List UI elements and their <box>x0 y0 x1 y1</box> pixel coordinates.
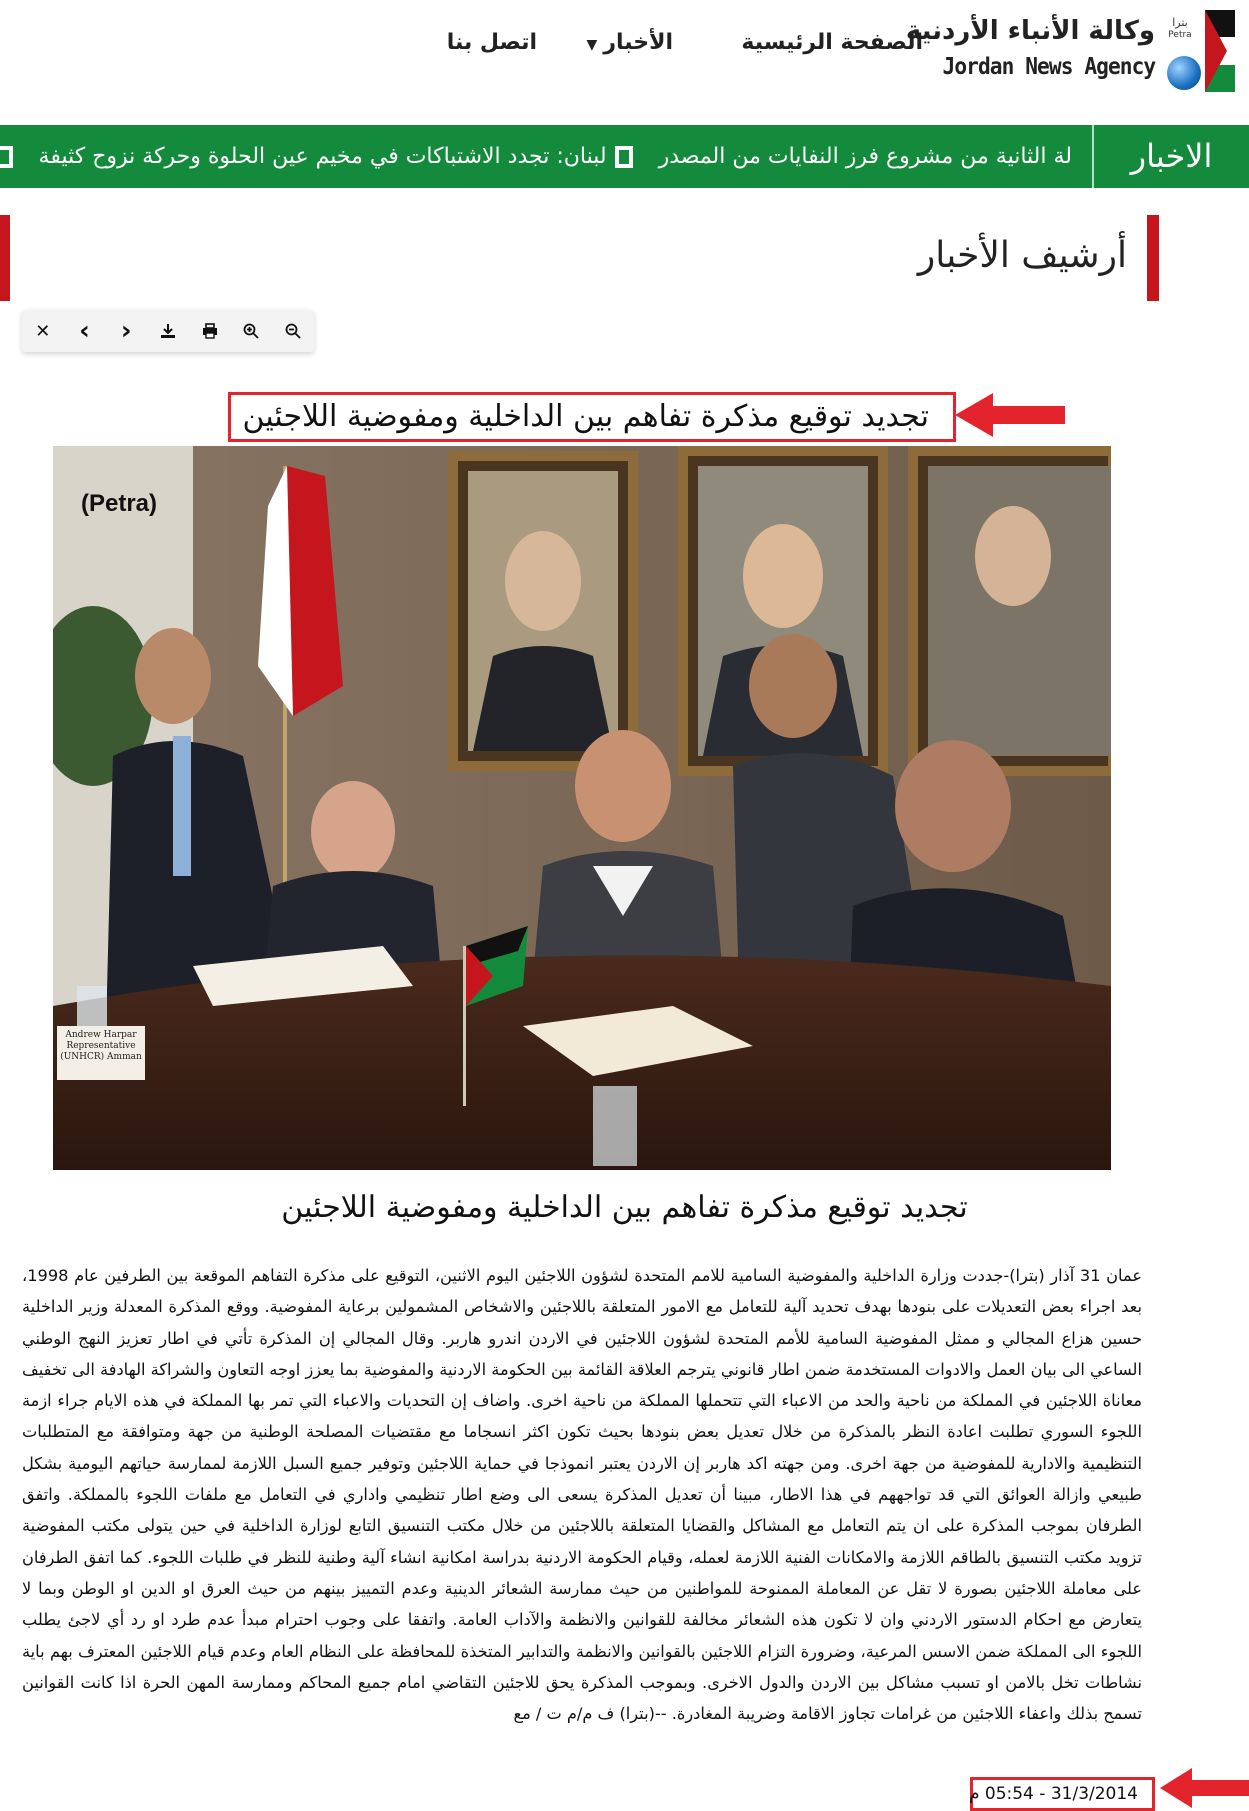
print-button[interactable] <box>189 310 231 352</box>
left-accent-bar <box>0 215 10 301</box>
ticker-item[interactable]: لة الثانية من مشروع فرز النفايات من المصدر <box>658 144 1072 169</box>
jordan-flag-icon <box>1205 10 1235 92</box>
viewer-toolbar <box>22 310 314 352</box>
petra-marker-icon <box>0 146 13 168</box>
globe-icon <box>1167 56 1201 90</box>
nav-news-menu[interactable] <box>587 30 673 70</box>
photo-illustration <box>53 446 1111 1170</box>
ticker-track <box>0 125 1092 188</box>
photo-nameplate: Andrew Harpar Representative (UNHCR) Amman <box>57 1026 145 1080</box>
close-icon: ✕ <box>35 320 51 342</box>
article-date: 31/3/2014 - 05:54 م <box>968 1784 1138 1804</box>
page-title: أرشيف الأخبار <box>917 235 1127 276</box>
logo-english-name: Jordan News Agency <box>942 54 1155 80</box>
logo-short-name: بترا Petra <box>1168 16 1192 40</box>
download-button[interactable] <box>147 310 189 352</box>
next-button[interactable] <box>105 310 147 352</box>
zoom-out-button[interactable] <box>272 310 314 352</box>
article-body <box>22 1260 1142 1729</box>
close-button[interactable] <box>22 310 64 352</box>
article-body-text: عمان 31 آذار (بترا)-جددت وزارة الداخلية والمفوضية السامية للامم المتحدة لشؤون اللاجئين اليوم الاثنين، التوقيع على مذكرة التفاهم الموقعة بين الطرفين عام 1998، بعد اجراء بعض التعديلات على بنودها بهدف تحديد آلية للتعامل مع الامور المتعلقة باللاجئين والاشخاص المشمولين برعاية المفوضية. ووقع المذكرة المعدلة وزير الداخلية حسين هزاع المجالي و ممثل المفوضية السامية للأمم المتحدة لشؤون اللاجئين في الاردن اندرو هاربر. وقال المجالي إن المذكرة تأتي في اطار تعزيز النهج الوطني الساعي الى بيان العمل والادوات المستخدمة ضمن اطار قانوني يترجم العلاقة القائمة بين الحكومة الاردنية والمفوضية بما يعزز اوجه التعاون والشراكة الهادفة الى تخفيف معاناة اللاجئين في المملكة من ناحية والحد من الاعباء التي تتحملها المملكة من ناحية اخرى. واضاف إن التحديات والاعباء التي تمر بها المملكة في هذه الايام جراء ازمة اللجوء السوري تطلبت اعادة النظر بالمذكرة من خلال تعديل بعض بنودها بحيث تكون اكثر انسجاما مع مقتضيات المصلحة الوطنية من جهة ومتوافقة مع المتطلبات التنظيمية والادارية للمفوضية من جهة اخرى. ومن جهته اكد هاربر إن الاردن يعتبر انموذجا في حماية اللاجئين وتوفير جميع السبل اللازمة لممارسة حياتهم اليومية بشكل طبيعي وازالة العوائق التي قد تواجههم في هذا الاطار، مبينا أن تعديل المذكرة يسعى الى وضع اطار تنظيمي واداري في التعامل مع ملفات اللجوء بالمملكة. واتفق الطرفان بموجب المذكرة على ان يتم التعامل مع المشاكل والقضايا المتعلقة باللاجئين من خلال مكتب التنسيق التابع لوزارة الداخلية في حين يتولى مكتب المفوضية تزويد مكتب التنسيق بالطاقم اللازمة والامكانات الفنية اللازمة لعمله، وقيام الحكومة الاردنية بدراسة امكانية انشاء آلية وطنية للنظر في طلبات اللجوء. كما اتفق الطرفان على معاملة اللاجئين بصورة لا تقل عن المعاملة الممنوحة للمواطنين من حيث ممارسة الشعائر الدينية وعدم التمييز بينهم من حيث العرق او الدين او الوطن وبما لا يتعارض مع احكام الدستور الاردني وان لا تكون هذه الشعائر مخالفة للقوانين والانظمة والآداب العامة. واتفقا على وجوب احترام مبدأ عدم طرد او رد أي لاجئ يطلب اللجوء الى المملكة ضمن الاسس المرعية، وضرورة التزام اللاجئين بالقوانين والانظمة والتدابير المتخذة للمحافظة على النظام العام وعدم قيام اللاجئين المعترف بهم باية نشاطات تخل بالامن او تسبب مشاكل بين الاردن والدول الاخرى. وبموجب المذكرة يحق للاجئين التقاضي امام جميع المحاكم وممارسة المهن الحرة اذا كانت القوانين تسمح بذلك واعفاء اللاجئين من غرامات تجاوز الاقامة وضريبة المغادرة. --(بترا) ف م/م ت / مع <box>22 1266 1142 1724</box>
date-highlight-box <box>970 1777 1155 1811</box>
previous-button[interactable] <box>64 310 106 352</box>
petra-marker-icon <box>615 146 633 168</box>
print-icon <box>202 323 218 339</box>
ticker-item[interactable]: لبنان: تجدد الاشتباكات في مخيم عين الحلوة وحركة نزوح كثيفة <box>38 144 607 169</box>
caret-down-icon: ▼ <box>586 37 598 53</box>
site-logo[interactable] <box>905 6 1235 92</box>
download-icon <box>160 323 176 339</box>
red-arrow-icon <box>955 393 1065 437</box>
article-subtitle: تجديد توقيع مذكرة تفاهم بين الداخلية ومفوضية اللاجئين <box>281 1190 968 1225</box>
news-ticker <box>0 125 1249 188</box>
zoom-in-icon <box>243 323 259 339</box>
chevron-right-icon: › <box>120 316 132 346</box>
site-header <box>0 0 1249 120</box>
red-arrow-icon <box>1160 1768 1249 1808</box>
zoom-in-button[interactable] <box>230 310 272 352</box>
photo-watermark: (Petra) <box>81 490 158 517</box>
archive-accent-bar <box>1147 215 1159 301</box>
nav-news-label: الأخبار <box>603 30 673 55</box>
article-photo[interactable] <box>53 446 1111 1170</box>
chevron-left-icon: ‹ <box>79 316 90 346</box>
ticker-label: الاخبار <box>1092 125 1249 188</box>
nav-contact-link[interactable]: اتصل بنا <box>446 30 537 55</box>
headline-highlight-box <box>228 392 956 442</box>
logo-arabic-name: وكالة الأنباء الأردنية <box>905 16 1155 46</box>
zoom-out-icon <box>285 323 301 339</box>
article-headline: تجديد توقيع مذكرة تفاهم بين الداخلية ومفوضية اللاجئين <box>242 399 929 434</box>
nav-home-link[interactable]: الصفحة الرئيسية <box>741 30 923 55</box>
